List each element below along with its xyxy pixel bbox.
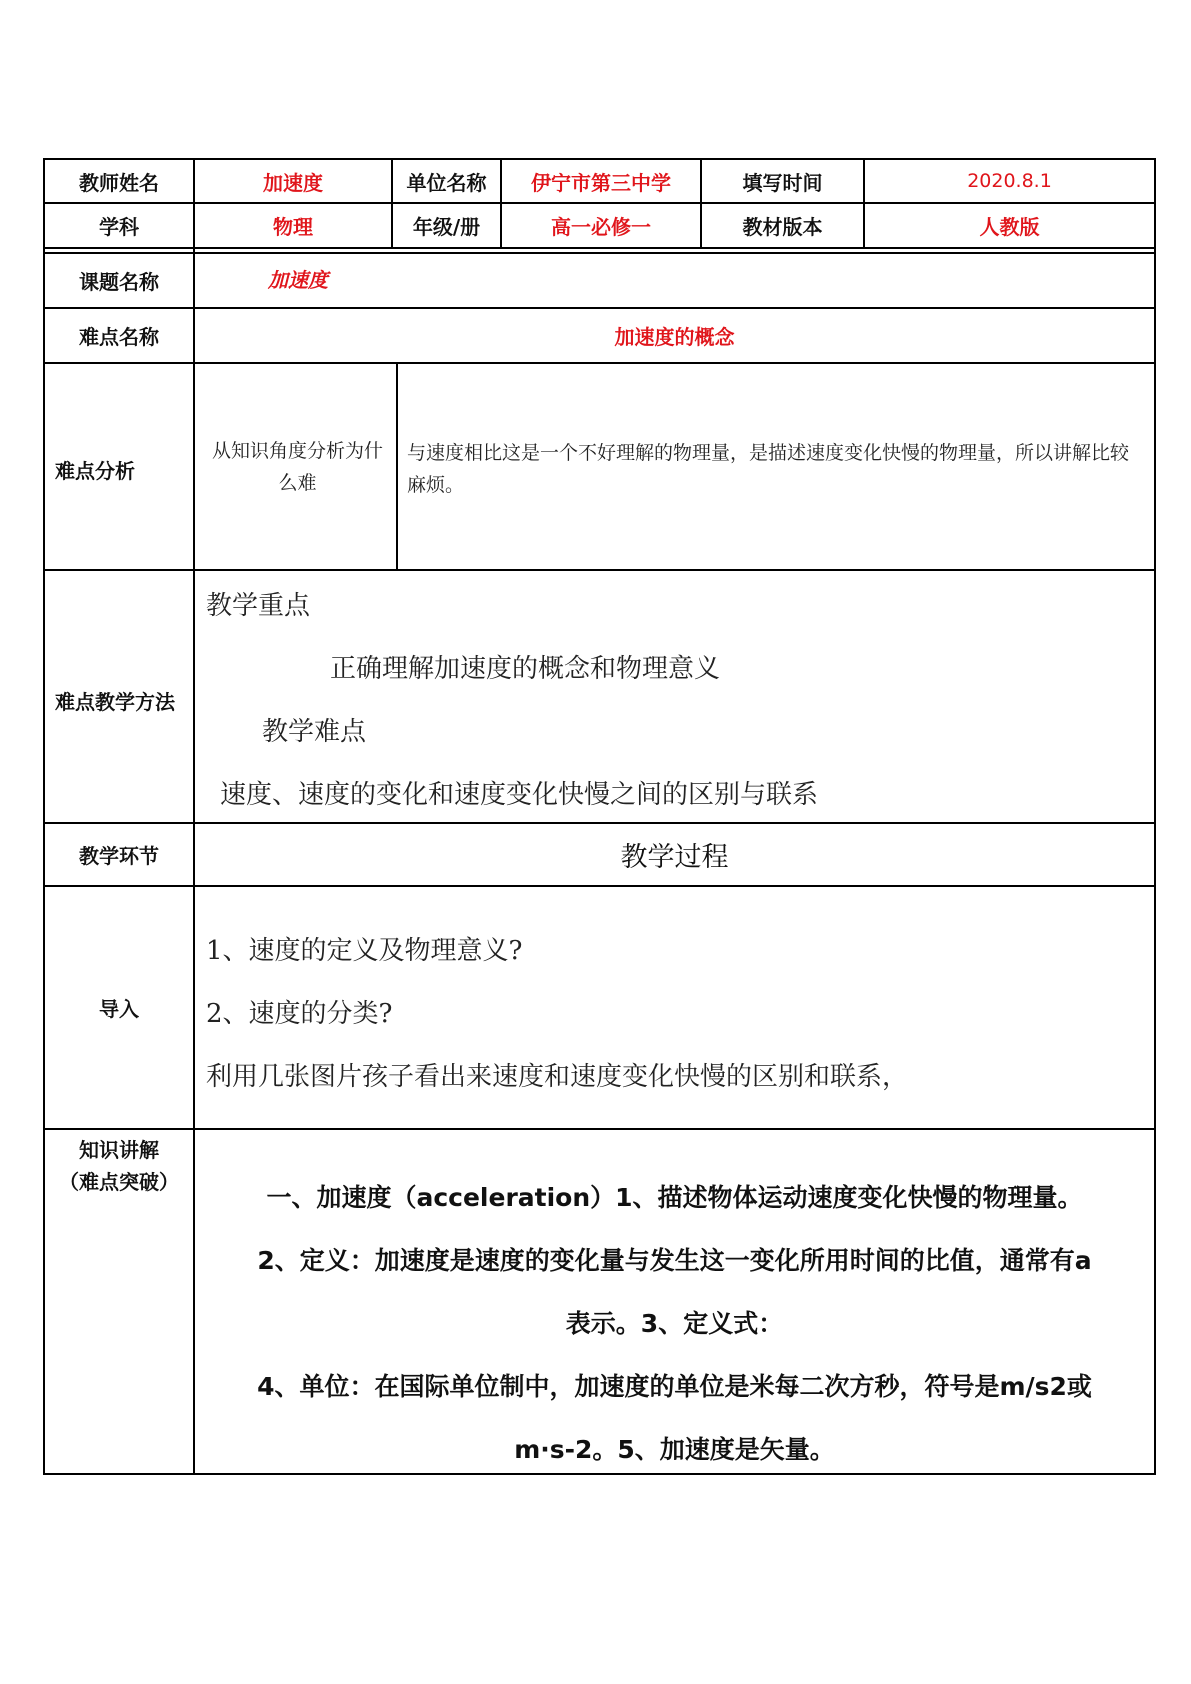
border bbox=[43, 885, 1156, 887]
intro-line-2: 2、速度的分类? bbox=[206, 999, 393, 1029]
process-label: 教学环节 bbox=[79, 844, 159, 868]
method-label: 难点教学方法 bbox=[55, 690, 175, 714]
teacher-value: 加速度 bbox=[263, 170, 323, 195]
border bbox=[43, 569, 1156, 571]
intro-line-3: 利用几张图片孩子看出来速度和速度变化快慢的区别和联系， bbox=[206, 1062, 909, 1092]
analysis-label: 难点分析 bbox=[55, 459, 135, 483]
time-value: 2020.8.1 bbox=[967, 170, 1052, 192]
intro-label: 导入 bbox=[99, 997, 139, 1021]
intro-line-1: 1、速度的定义及物理意义? bbox=[206, 936, 523, 966]
grade-label: 年级/册 bbox=[412, 215, 481, 239]
method-line-4: 速度、速度的变化和速度变化快慢之间的区别与联系 bbox=[220, 780, 819, 810]
knowledge-line-3: 表示。3、定义式： bbox=[565, 1309, 784, 1338]
border bbox=[1154, 158, 1156, 1475]
border bbox=[43, 252, 1156, 254]
border bbox=[396, 362, 398, 571]
unit-value: 伊宁市第三中学 bbox=[531, 170, 671, 195]
method-line-1: 教学重点 bbox=[206, 591, 311, 621]
knowledge-line-1: 一、加速度（acceleration）1、描述物体运动速度变化快慢的物理量。 bbox=[266, 1183, 1083, 1212]
knowledge-line-5: m·s-2。5、加速度是矢量。 bbox=[514, 1435, 835, 1464]
topic-value: 加速度 bbox=[268, 268, 328, 292]
grade-value: 高一必修一 bbox=[551, 215, 651, 239]
knowledge-label bbox=[45, 1134, 193, 1198]
border bbox=[43, 1128, 1156, 1130]
difficulty-value: 加速度的概念 bbox=[614, 325, 735, 349]
topic-label: 课题名称 bbox=[79, 270, 159, 294]
knowledge-line-4: 4、单位：在国际单位制中，加速度的单位是米每二次方秒，符号是m/s2或 bbox=[257, 1372, 1092, 1401]
knowledge-label-line-1: 知识讲解 bbox=[79, 1138, 159, 1162]
difficulty-label: 难点名称 bbox=[79, 325, 159, 349]
analysis-sub-label: 从知识角度分析为什么难 bbox=[211, 439, 383, 494]
subject-label: 学科 bbox=[99, 215, 139, 239]
edition-label: 教材版本 bbox=[742, 215, 823, 239]
border bbox=[43, 247, 1156, 249]
method-line-2: 正确理解加速度的概念和物理意义 bbox=[330, 654, 721, 684]
analysis-text: 与速度相比这是一个不好理解的物理量，是描述速度变化快慢的物理量，所以讲解比较麻烦。 bbox=[407, 442, 1130, 496]
teacher-label: 教师姓名 bbox=[79, 170, 159, 195]
subject-value: 物理 bbox=[273, 215, 313, 239]
unit-label: 单位名称 bbox=[406, 170, 487, 195]
edition-value: 人教版 bbox=[979, 215, 1040, 239]
process-value: 教学过程 bbox=[620, 842, 729, 873]
border bbox=[43, 1473, 1156, 1475]
knowledge-label-line-2: （难点突破） bbox=[59, 1170, 179, 1194]
method-line-3: 教学难点 bbox=[262, 717, 367, 747]
knowledge-line-2: 2、定义：加速度是速度的变化量与发生这一变化所用时间的比值，通常有a bbox=[257, 1246, 1092, 1275]
time-label: 填写时间 bbox=[742, 170, 823, 195]
